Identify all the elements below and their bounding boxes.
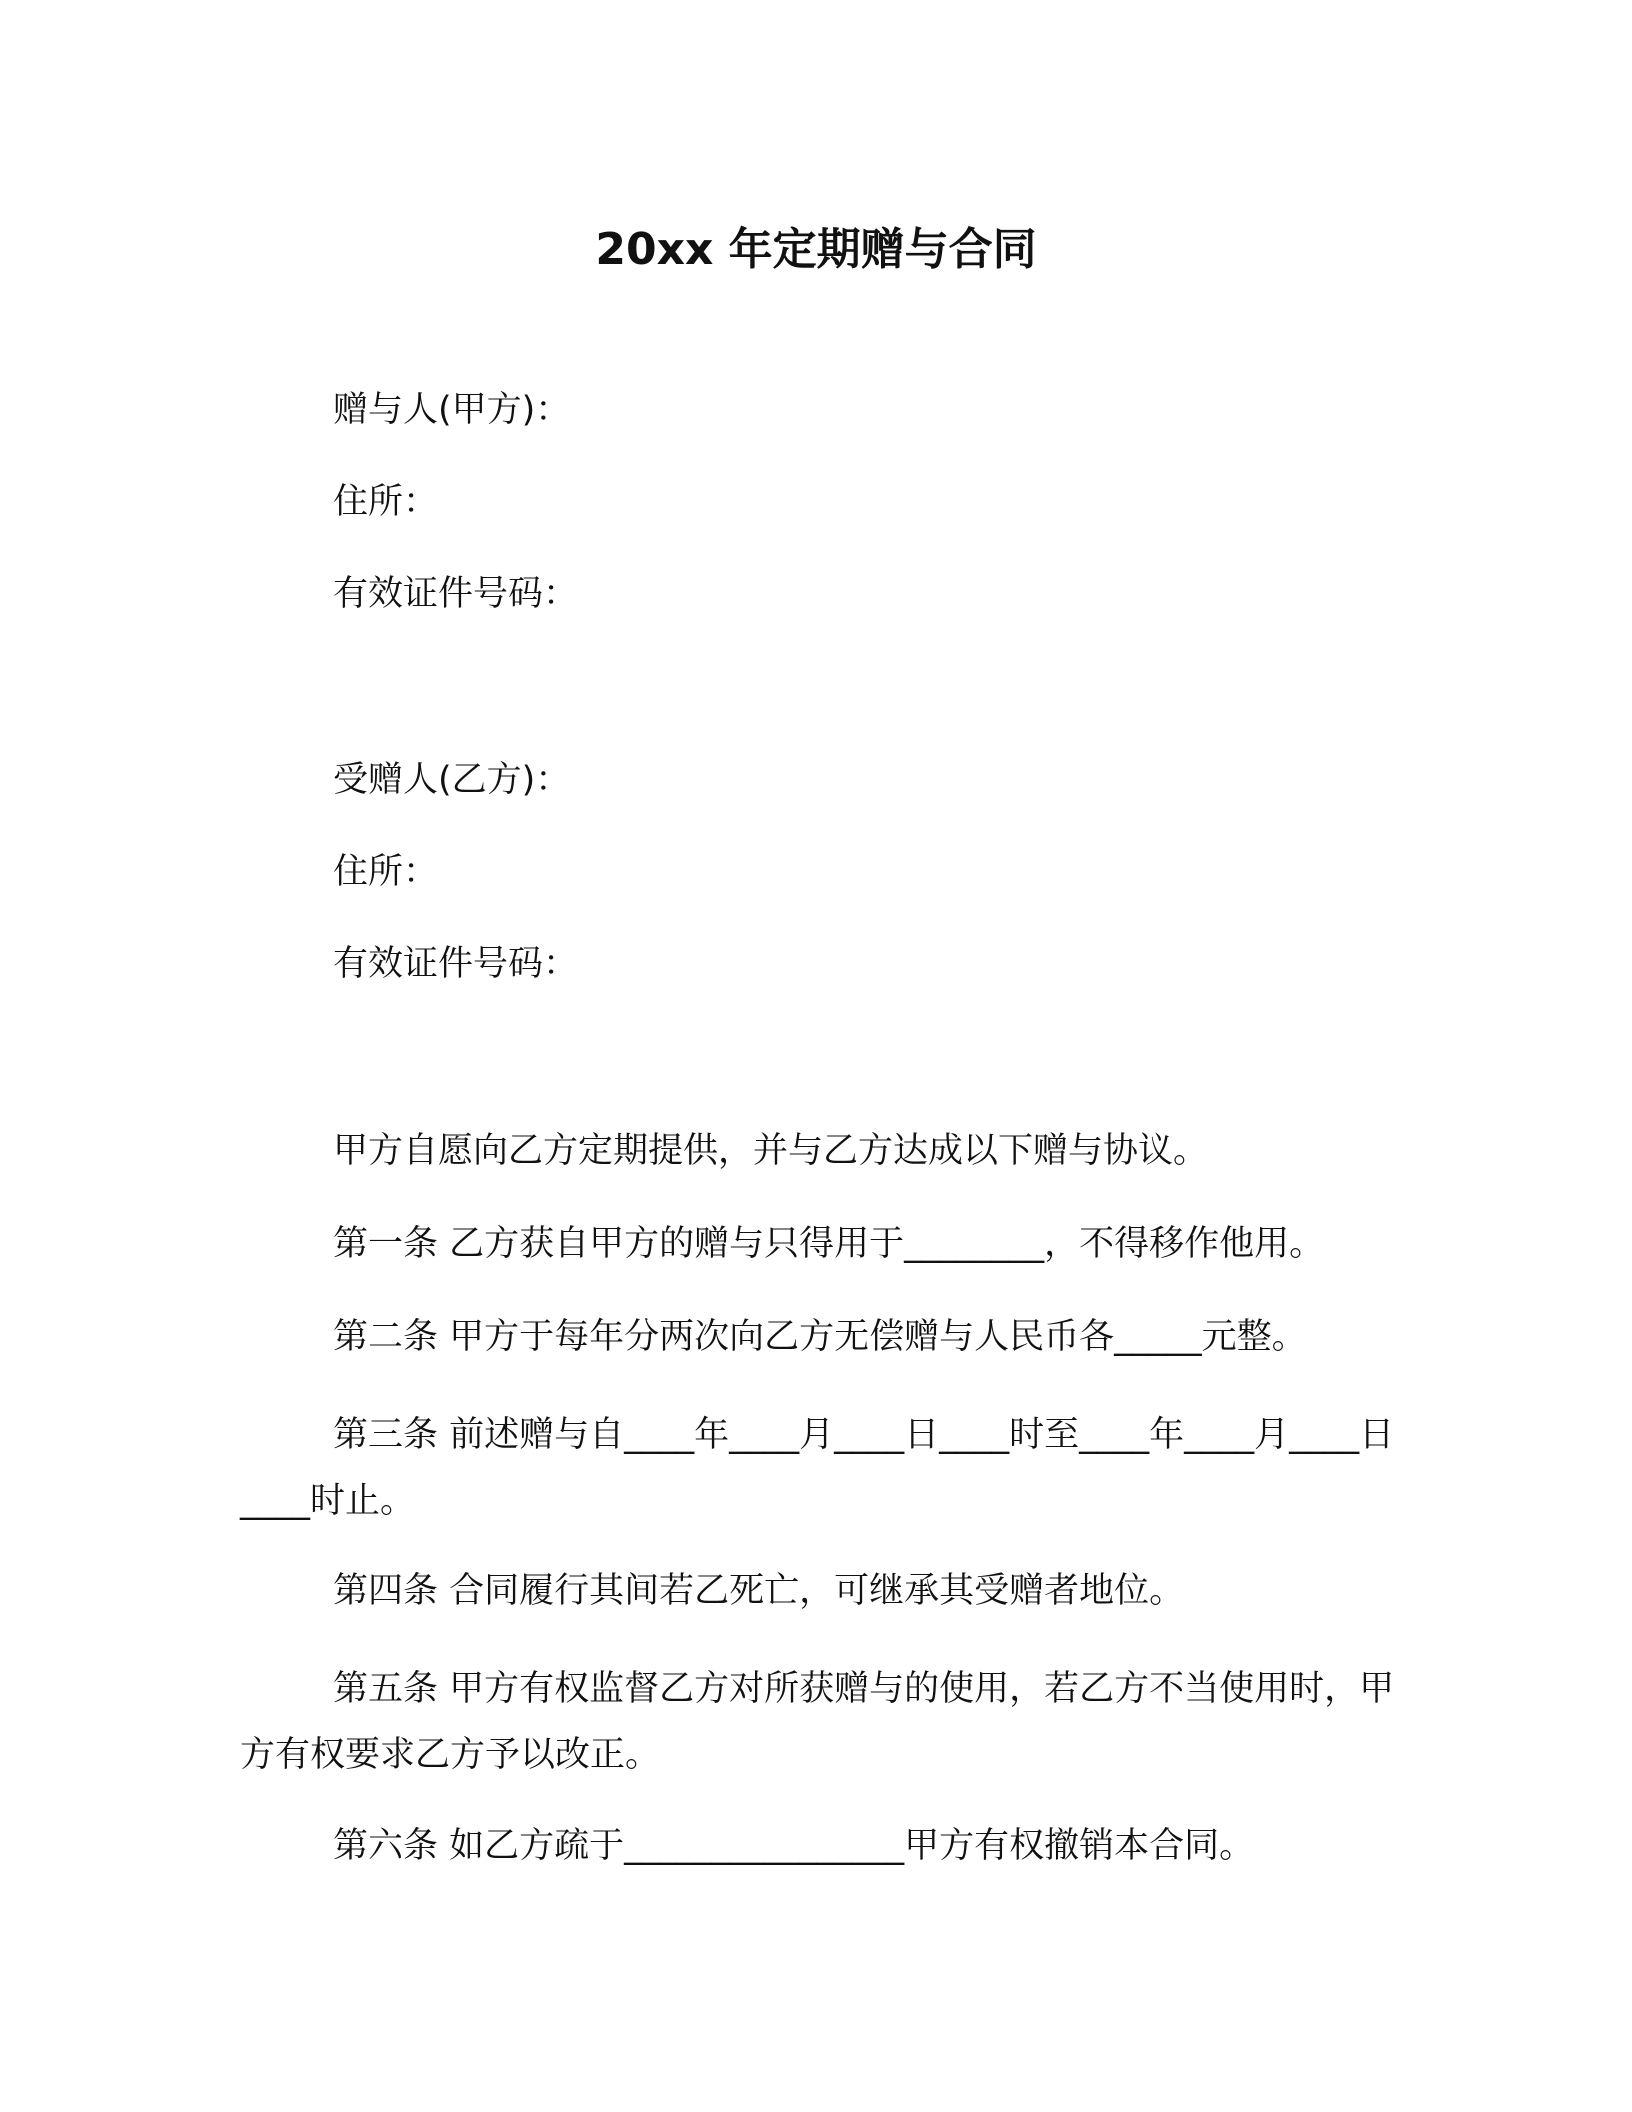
article-4: 第四条 合同履行其间若乙死亡，可继承其受赠者地位。 <box>333 1571 1185 1611</box>
article-6: 第六条 如乙方疏于________________甲方有权撤销本合同。 <box>333 1826 1255 1866</box>
article-3: 第三条 前述赠与自____年____月____日____时至____年____月____日____时止。 <box>240 1415 1395 1521</box>
donee-id-label: 有效证件号码： <box>333 944 579 984</box>
agreement-intro: 甲方自愿向乙方定期提供，并与乙方达成以下赠与协议。 <box>333 1131 1209 1171</box>
article-5: 第五条 甲方有权监督乙方对所获赠与的使用，若乙方不当使用时，甲方有权要求乙方予以改正。 <box>240 1669 1395 1775</box>
donor-address-label: 住所： <box>333 482 439 522</box>
document-title: 20xx 年定期赠与合同 <box>595 224 1037 275</box>
donor-name-label: 赠与人(甲方)： <box>333 390 571 430</box>
article-1: 第一条 乙方获自甲方的赠与只得用于________，不得移作他用。 <box>333 1224 1325 1264</box>
donor-id-label: 有效证件号码： <box>333 574 579 614</box>
donee-address-label: 住所： <box>333 852 439 892</box>
article-2: 第二条 甲方于每年分两次向乙方无偿赠与人民币各_____元整。 <box>333 1317 1307 1357</box>
donee-name-label: 受赠人(乙方)： <box>333 760 571 800</box>
